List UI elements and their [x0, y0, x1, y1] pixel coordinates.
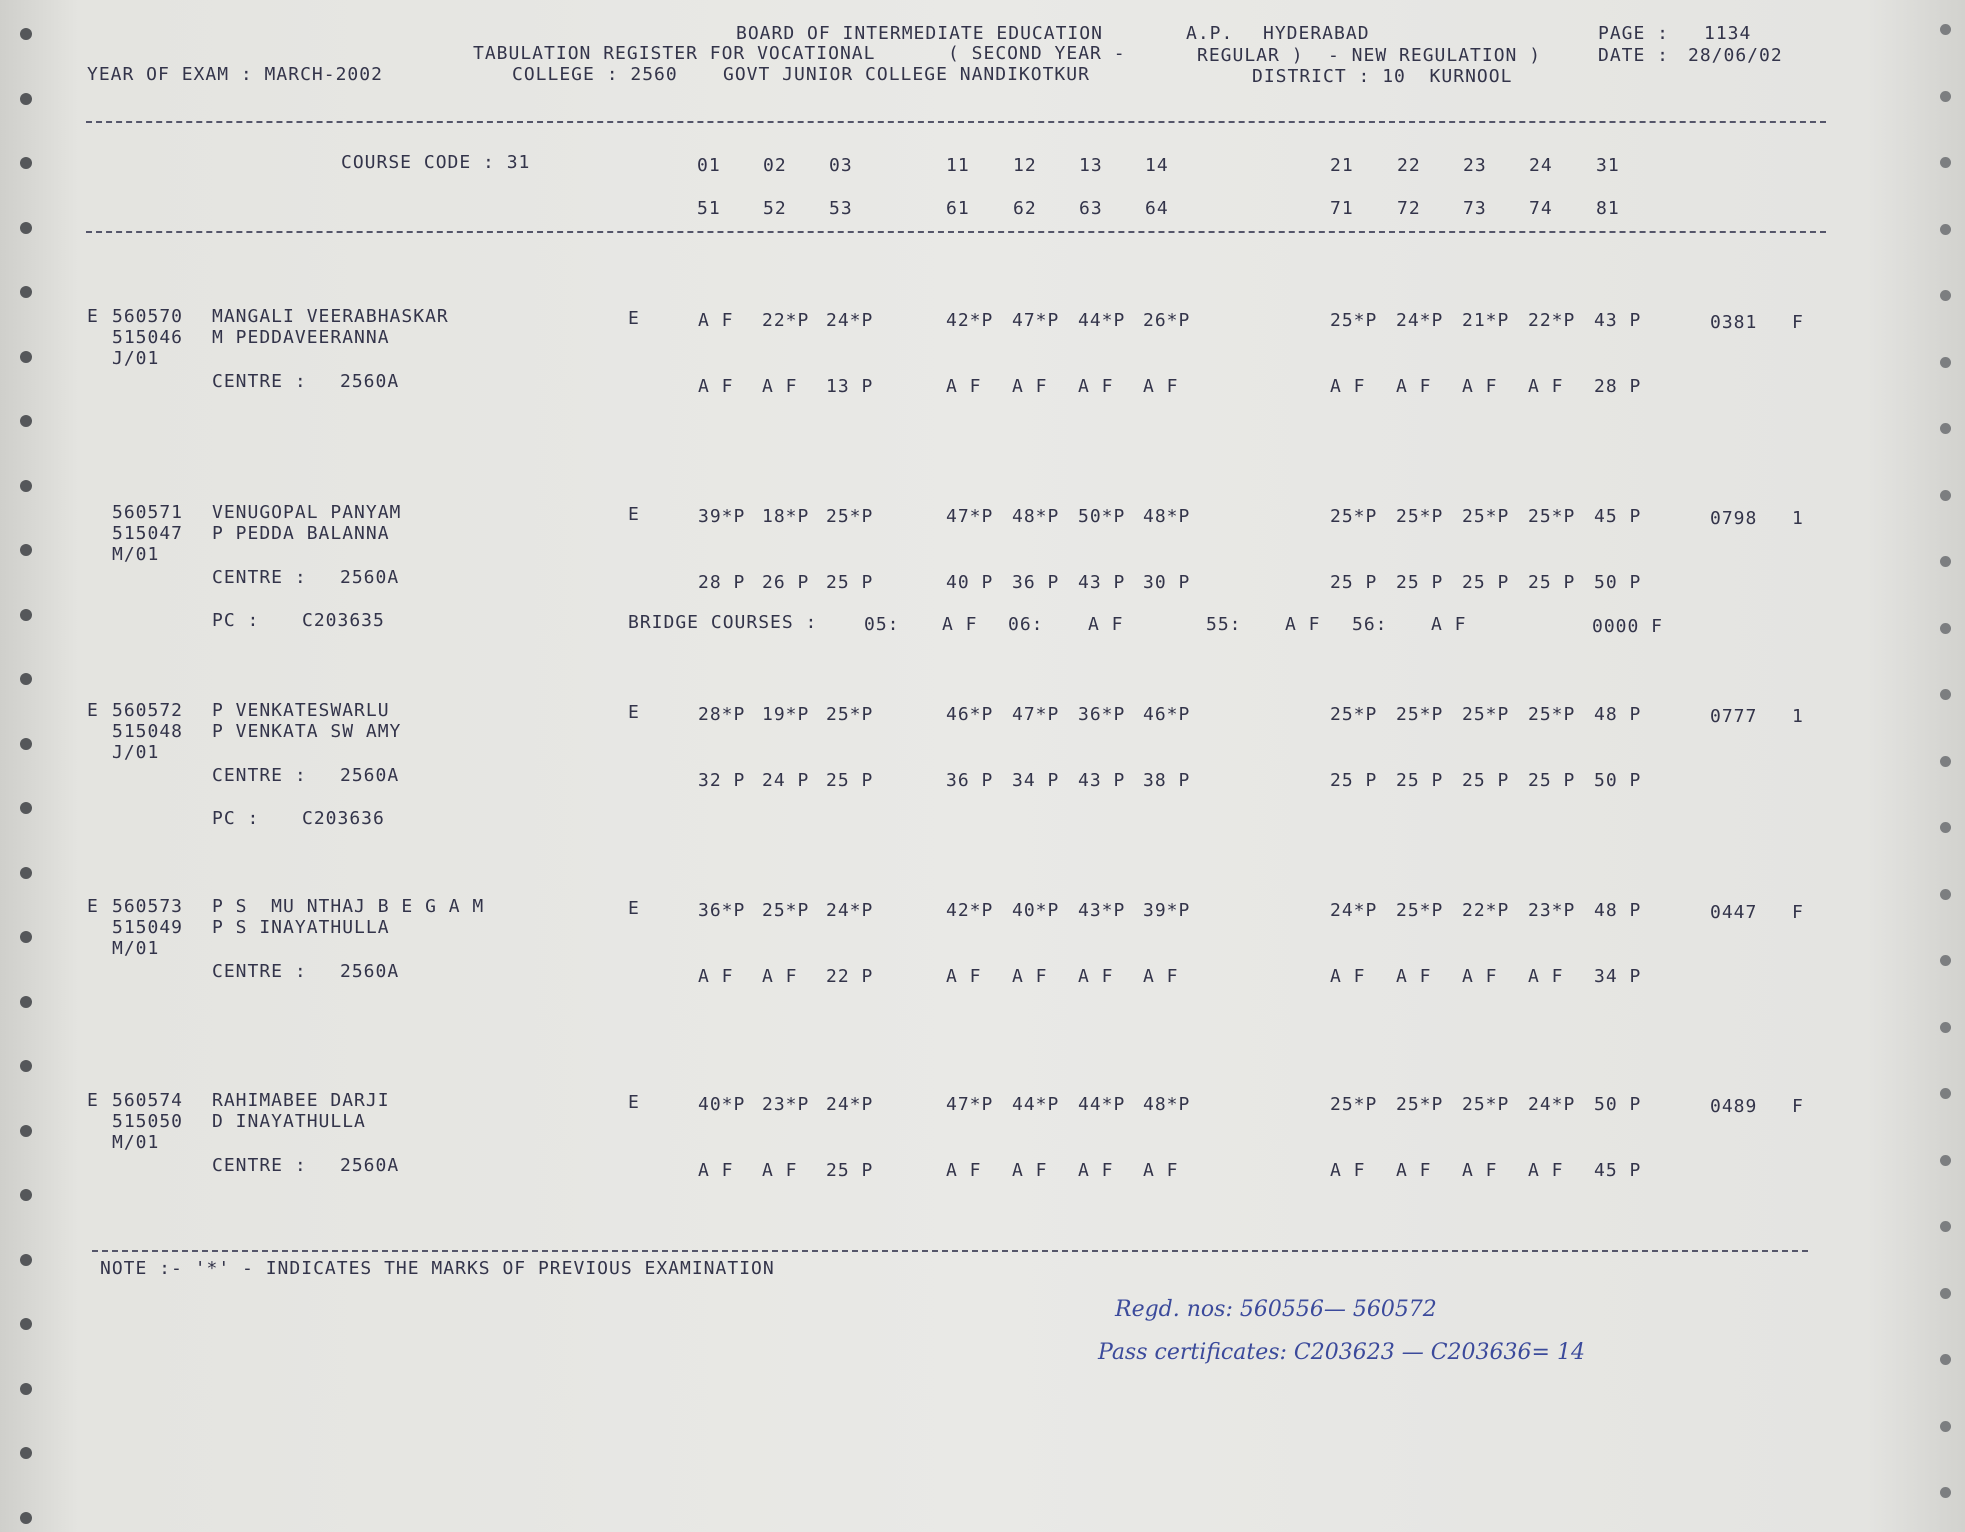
mark-first-year: 23*P: [1528, 900, 1576, 921]
mark-second-year: A F: [762, 376, 798, 397]
bridge-total: 0000 F: [1592, 616, 1664, 637]
gender-group: M/01: [112, 1132, 160, 1153]
record-prefix: E: [87, 1090, 99, 1111]
subject-code: 64: [1145, 198, 1169, 219]
sprocket-hole: [20, 222, 32, 234]
mark-second-year: 36 P: [946, 770, 994, 791]
sprocket-hole: [20, 1447, 32, 1459]
mark-first-year: 18*P: [762, 506, 810, 527]
mark-first-year: 48 P: [1594, 704, 1642, 725]
mark-first-year: 25*P: [1462, 1094, 1510, 1115]
mark-first-year: 23*P: [762, 1094, 810, 1115]
mark-first-year: 47*P: [1012, 704, 1060, 725]
result: F: [1792, 902, 1804, 923]
subject-code: 51: [697, 198, 721, 219]
mark-first-year: 26*P: [1143, 310, 1191, 331]
sprocket-hole: [20, 544, 32, 556]
mark-first-year: 48 P: [1594, 900, 1642, 921]
sprocket-hole: [1940, 1221, 1951, 1232]
mark-second-year: A F: [1012, 376, 1048, 397]
mark-second-year: 25 P: [826, 770, 874, 791]
mark-second-year: A F: [1528, 376, 1564, 397]
mark-second-year: 22 P: [826, 966, 874, 987]
year-part: ( SECOND YEAR -: [948, 43, 1126, 64]
sprocket-hole: [1940, 1487, 1951, 1498]
sprocket-hole: [1940, 24, 1951, 35]
sprocket-hole: [20, 802, 32, 814]
mark-second-year: A F: [1330, 1160, 1366, 1181]
codes-rule: [86, 231, 1826, 233]
result: 1: [1792, 508, 1804, 529]
mark-first-year: 36*P: [698, 900, 746, 921]
board-city: HYDERABAD: [1263, 23, 1370, 44]
medium: E: [628, 1092, 640, 1113]
sprocket-hole: [20, 1318, 32, 1330]
mark-first-year: 25*P: [826, 506, 874, 527]
footnote: NOTE :- '*' - INDICATES THE MARKS OF PREVIOUS EXAMINATION: [100, 1258, 775, 1279]
mark-first-year: 48*P: [1012, 506, 1060, 527]
regulation-text: - NEW REGULATION ): [1328, 45, 1542, 66]
parent-name: P PEDDA BALANNA: [212, 523, 390, 544]
centre-label: CENTRE :: [212, 961, 307, 982]
centre-label: CENTRE :: [212, 1155, 307, 1176]
sprocket-hole: [20, 1189, 32, 1201]
record-prefix: E: [87, 306, 99, 327]
centre-code: 2560A: [340, 961, 400, 982]
bridge-item: 55:: [1206, 614, 1242, 635]
sprocket-hole: [20, 93, 32, 105]
mark-second-year: A F: [1396, 1160, 1432, 1181]
mark-first-year: 44*P: [1012, 1094, 1060, 1115]
gender-group: J/01: [112, 348, 160, 369]
mark-second-year: 25 P: [1462, 572, 1510, 593]
subject-code: 74: [1529, 198, 1553, 219]
print-date: 28/06/02: [1688, 45, 1783, 66]
mark-second-year: A F: [1528, 1160, 1564, 1181]
mark-second-year: 25 P: [1330, 572, 1378, 593]
mark-first-year: 47*P: [946, 506, 994, 527]
mark-second-year: 50 P: [1594, 572, 1642, 593]
mark-second-year: 25 P: [1528, 770, 1576, 791]
pc-label: PC :: [212, 610, 260, 631]
mark-second-year: A F: [698, 376, 734, 397]
mark-first-year: 25*P: [1528, 506, 1576, 527]
date-label: DATE :: [1598, 45, 1670, 66]
subject-code: 31: [1596, 155, 1620, 176]
sprocket-hole: [20, 867, 32, 879]
mark-first-year: 45 P: [1594, 506, 1642, 527]
sprocket-hole: [1940, 1421, 1951, 1432]
centre-code: 2560A: [340, 371, 400, 392]
centre-code: 2560A: [340, 765, 400, 786]
mark-second-year: A F: [1078, 966, 1114, 987]
grand-total: 0798: [1710, 508, 1758, 529]
grand-total: 0489: [1710, 1096, 1758, 1117]
mark-second-year: 25 P: [1462, 770, 1510, 791]
mark-second-year: 34 P: [1012, 770, 1060, 791]
mark-second-year: 13 P: [826, 376, 874, 397]
district: DISTRICT : 10 KURNOOL: [1252, 66, 1513, 87]
mark-first-year: 19*P: [762, 704, 810, 725]
register-number: 560570: [112, 306, 184, 327]
parent-name: D INAYATHULLA: [212, 1111, 366, 1132]
sprocket-hole: [1940, 91, 1951, 102]
header-rule: [86, 121, 1826, 123]
mark-second-year: A F: [1462, 376, 1498, 397]
subject-code: 52: [763, 198, 787, 219]
sprocket-hole: [1940, 822, 1951, 833]
mark-first-year: 40*P: [1012, 900, 1060, 921]
sprocket-hole: [1940, 1022, 1951, 1033]
student-code: 515046: [112, 327, 184, 348]
mark-first-year: 46*P: [946, 704, 994, 725]
sprocket-hole: [1940, 756, 1951, 767]
mark-second-year: 28 P: [1594, 376, 1642, 397]
mark-second-year: 43 P: [1078, 572, 1126, 593]
bridge-item: A F: [1285, 614, 1321, 635]
subject-code: 62: [1013, 198, 1037, 219]
subject-code: 53: [829, 198, 853, 219]
mark-second-year: 38 P: [1143, 770, 1191, 791]
bridge-item: 56:: [1352, 614, 1388, 635]
mark-first-year: 24*P: [1396, 310, 1444, 331]
page-label: PAGE :: [1598, 23, 1670, 44]
sprocket-hole: [1940, 157, 1951, 168]
sprocket-hole: [1940, 623, 1951, 634]
mark-second-year: A F: [1012, 966, 1048, 987]
mark-second-year: A F: [1528, 966, 1564, 987]
centre-code: 2560A: [340, 1155, 400, 1176]
mark-second-year: 25 P: [1396, 770, 1444, 791]
mark-first-year: 25*P: [1528, 704, 1576, 725]
subject-code: 13: [1079, 155, 1103, 176]
mark-second-year: 25 P: [826, 1160, 874, 1181]
sprocket-hole: [20, 480, 32, 492]
record-prefix: E: [87, 896, 99, 917]
pass-certificate: C203636: [302, 808, 385, 829]
mark-first-year: 36*P: [1078, 704, 1126, 725]
mark-second-year: A F: [946, 376, 982, 397]
mark-first-year: 48*P: [1143, 1094, 1191, 1115]
gender-group: J/01: [112, 742, 160, 763]
mark-second-year: A F: [1078, 1160, 1114, 1181]
bridge-item: 05:: [864, 614, 900, 635]
mark-second-year: 30 P: [1143, 572, 1191, 593]
mark-first-year: 25*P: [1462, 704, 1510, 725]
subject-code: 63: [1079, 198, 1103, 219]
regular-part: REGULAR ): [1197, 45, 1304, 66]
mark-second-year: 36 P: [1012, 572, 1060, 593]
gender-group: M/01: [112, 938, 160, 959]
sprocket-hole: [1940, 423, 1951, 434]
mark-first-year: 44*P: [1078, 1094, 1126, 1115]
subject-code: 03: [829, 155, 853, 176]
mark-first-year: 43 P: [1594, 310, 1642, 331]
mark-second-year: A F: [946, 1160, 982, 1181]
mark-first-year: 24*P: [826, 900, 874, 921]
mark-second-year: 25 P: [826, 572, 874, 593]
sprocket-hole: [20, 1512, 32, 1524]
mark-first-year: 25*P: [762, 900, 810, 921]
sprocket-hole: [20, 609, 32, 621]
mark-first-year: 28*P: [698, 704, 746, 725]
student-code: 515047: [112, 523, 184, 544]
medium: E: [628, 308, 640, 329]
mark-second-year: 25 P: [1396, 572, 1444, 593]
mark-first-year: 47*P: [1012, 310, 1060, 331]
mark-second-year: A F: [762, 1160, 798, 1181]
centre-label: CENTRE :: [212, 765, 307, 786]
result: 1: [1792, 706, 1804, 727]
mark-second-year: A F: [1143, 966, 1179, 987]
mark-first-year: 50 P: [1594, 1094, 1642, 1115]
record-prefix: E: [87, 700, 99, 721]
mark-second-year: A F: [1330, 966, 1366, 987]
page-number: 1134: [1704, 23, 1752, 44]
mark-second-year: 32 P: [698, 770, 746, 791]
subject-code: 11: [946, 155, 970, 176]
mark-second-year: 24 P: [762, 770, 810, 791]
sprocket-hole: [20, 351, 32, 363]
footer-rule: [92, 1250, 1808, 1252]
mark-first-year: 25*P: [1330, 704, 1378, 725]
student-code: 515050: [112, 1111, 184, 1132]
bridge-item: A F: [942, 614, 978, 635]
sprocket-hole: [20, 738, 32, 750]
mark-first-year: 25*P: [1396, 1094, 1444, 1115]
mark-first-year: 24*P: [1330, 900, 1378, 921]
register-title: TABULATION REGISTER FOR VOCATIONAL: [473, 43, 876, 64]
student-name: VENUGOPAL PANYAM: [212, 502, 402, 523]
state-abbr: A.P.: [1186, 23, 1234, 44]
subject-code: 61: [946, 198, 970, 219]
medium: E: [628, 504, 640, 525]
mark-second-year: 40 P: [946, 572, 994, 593]
subject-code: 22: [1397, 155, 1421, 176]
student-code: 515049: [112, 917, 184, 938]
parent-name: M PEDDAVEERANNA: [212, 327, 390, 348]
sprocket-hole: [1940, 1288, 1951, 1299]
mark-first-year: 22*P: [1462, 900, 1510, 921]
register-number: 560572: [112, 700, 184, 721]
sprocket-hole: [20, 415, 32, 427]
sprocket-hole: [20, 286, 32, 298]
college-code: COLLEGE : 2560: [512, 64, 678, 85]
bridge-item: A F: [1431, 614, 1467, 635]
bridge-label: BRIDGE COURSES :: [628, 612, 818, 633]
mark-first-year: 25*P: [1396, 506, 1444, 527]
centre-code: 2560A: [340, 567, 400, 588]
sprocket-hole: [20, 157, 32, 169]
mark-second-year: A F: [1462, 966, 1498, 987]
result: F: [1792, 1096, 1804, 1117]
centre-label: CENTRE :: [212, 371, 307, 392]
mark-second-year: 50 P: [1594, 770, 1642, 791]
mark-first-year: 42*P: [946, 900, 994, 921]
register-number: 560573: [112, 896, 184, 917]
student-name: RAHIMABEE DARJI: [212, 1090, 390, 1111]
mark-first-year: 24*P: [826, 310, 874, 331]
college-name: GOVT JUNIOR COLLEGE NANDIKOTKUR: [723, 64, 1090, 85]
mark-first-year: 24*P: [1528, 1094, 1576, 1115]
handwritten-pass-certificates: Pass certificates: C203623 — C203636= 14: [1098, 1340, 1585, 1365]
board-name: BOARD OF INTERMEDIATE EDUCATION: [736, 23, 1103, 44]
mark-second-year: 45 P: [1594, 1160, 1642, 1181]
sprocket-hole: [1940, 357, 1951, 368]
pc-label: PC :: [212, 808, 260, 829]
subject-code: 72: [1397, 198, 1421, 219]
mark-first-year: 22*P: [762, 310, 810, 331]
sprocket-hole: [1940, 1354, 1951, 1365]
student-name: P VENKATESWARLU: [212, 700, 390, 721]
mark-second-year: A F: [1143, 1160, 1179, 1181]
register-number: 560574: [112, 1090, 184, 1111]
mark-first-year: 25*P: [1396, 900, 1444, 921]
mark-second-year: A F: [762, 966, 798, 987]
mark-first-year: 25*P: [1330, 506, 1378, 527]
mark-second-year: A F: [1143, 376, 1179, 397]
sprocket-hole: [20, 931, 32, 943]
course-code: COURSE CODE : 31: [341, 152, 531, 173]
sprocket-hole: [20, 28, 32, 40]
mark-first-year: 42*P: [946, 310, 994, 331]
sprocket-hole: [1940, 955, 1951, 966]
grand-total: 0447: [1710, 902, 1758, 923]
mark-second-year: A F: [698, 966, 734, 987]
subject-code: 21: [1330, 155, 1354, 176]
mark-first-year: 44*P: [1078, 310, 1126, 331]
mark-first-year: 25*P: [1330, 1094, 1378, 1115]
mark-first-year: 25*P: [1330, 310, 1378, 331]
sprocket-hole: [20, 1125, 32, 1137]
grand-total: 0381: [1710, 312, 1758, 333]
sprocket-hole: [1940, 224, 1951, 235]
sprocket-hole: [1940, 1155, 1951, 1166]
year-of-exam: YEAR OF EXAM : MARCH-2002: [87, 64, 383, 85]
subject-code: 02: [763, 155, 787, 176]
mark-second-year: A F: [1396, 966, 1432, 987]
parent-name: P VENKATA SW AMY: [212, 721, 402, 742]
student-name: P S MU NTHAJ B E G A M: [212, 896, 485, 917]
mark-second-year: 25 P: [1528, 572, 1576, 593]
mark-first-year: 46*P: [1143, 704, 1191, 725]
mark-second-year: 28 P: [698, 572, 746, 593]
mark-second-year: A F: [1396, 376, 1432, 397]
mark-first-year: 24*P: [826, 1094, 874, 1115]
subject-code: 14: [1145, 155, 1169, 176]
subject-code: 73: [1463, 198, 1487, 219]
register-number: 560571: [112, 502, 184, 523]
sprocket-hole: [1940, 889, 1951, 900]
mark-first-year: 25*P: [1396, 704, 1444, 725]
centre-label: CENTRE :: [212, 567, 307, 588]
sprocket-hole: [20, 1254, 32, 1266]
mark-first-year: 39*P: [1143, 900, 1191, 921]
sprocket-hole: [1940, 1088, 1951, 1099]
result: F: [1792, 312, 1804, 333]
mark-first-year: A F: [698, 310, 734, 331]
sprocket-hole: [1940, 490, 1951, 501]
mark-second-year: A F: [1078, 376, 1114, 397]
mark-second-year: 26 P: [762, 572, 810, 593]
sprocket-hole: [20, 996, 32, 1008]
mark-first-year: 25*P: [1462, 506, 1510, 527]
subject-code: 23: [1463, 155, 1487, 176]
mark-second-year: A F: [1462, 1160, 1498, 1181]
handwritten-reg-range: Regd. nos: 560556— 560572: [1115, 1297, 1437, 1322]
mark-second-year: 43 P: [1078, 770, 1126, 791]
mark-first-year: 48*P: [1143, 506, 1191, 527]
gender-group: M/01: [112, 544, 160, 565]
subject-code: 71: [1330, 198, 1354, 219]
grand-total: 0777: [1710, 706, 1758, 727]
subject-code: 81: [1596, 198, 1620, 219]
subject-code: 01: [697, 155, 721, 176]
parent-name: P S INAYATHULLA: [212, 917, 390, 938]
pass-certificate: C203635: [302, 610, 385, 631]
medium: E: [628, 702, 640, 723]
medium: E: [628, 898, 640, 919]
sprocket-hole: [20, 673, 32, 685]
mark-first-year: 39*P: [698, 506, 746, 527]
sprocket-hole: [20, 1383, 32, 1395]
mark-first-year: 25*P: [826, 704, 874, 725]
bridge-item: 06:: [1008, 614, 1044, 635]
mark-second-year: A F: [1012, 1160, 1048, 1181]
mark-first-year: 21*P: [1462, 310, 1510, 331]
sprocket-hole: [1940, 689, 1951, 700]
subject-code: 24: [1529, 155, 1553, 176]
mark-second-year: A F: [946, 966, 982, 987]
mark-first-year: 43*P: [1078, 900, 1126, 921]
mark-first-year: 50*P: [1078, 506, 1126, 527]
mark-first-year: 40*P: [698, 1094, 746, 1115]
sprocket-hole: [1940, 556, 1951, 567]
mark-first-year: 47*P: [946, 1094, 994, 1115]
mark-first-year: 22*P: [1528, 310, 1576, 331]
student-name: MANGALI VEERABHASKAR: [212, 306, 449, 327]
mark-second-year: 34 P: [1594, 966, 1642, 987]
subject-code: 12: [1013, 155, 1037, 176]
mark-second-year: A F: [1330, 376, 1366, 397]
sprocket-hole: [20, 1060, 32, 1072]
student-code: 515048: [112, 721, 184, 742]
mark-second-year: A F: [698, 1160, 734, 1181]
bridge-item: A F: [1088, 614, 1124, 635]
sprocket-hole: [1940, 290, 1951, 301]
mark-second-year: 25 P: [1330, 770, 1378, 791]
